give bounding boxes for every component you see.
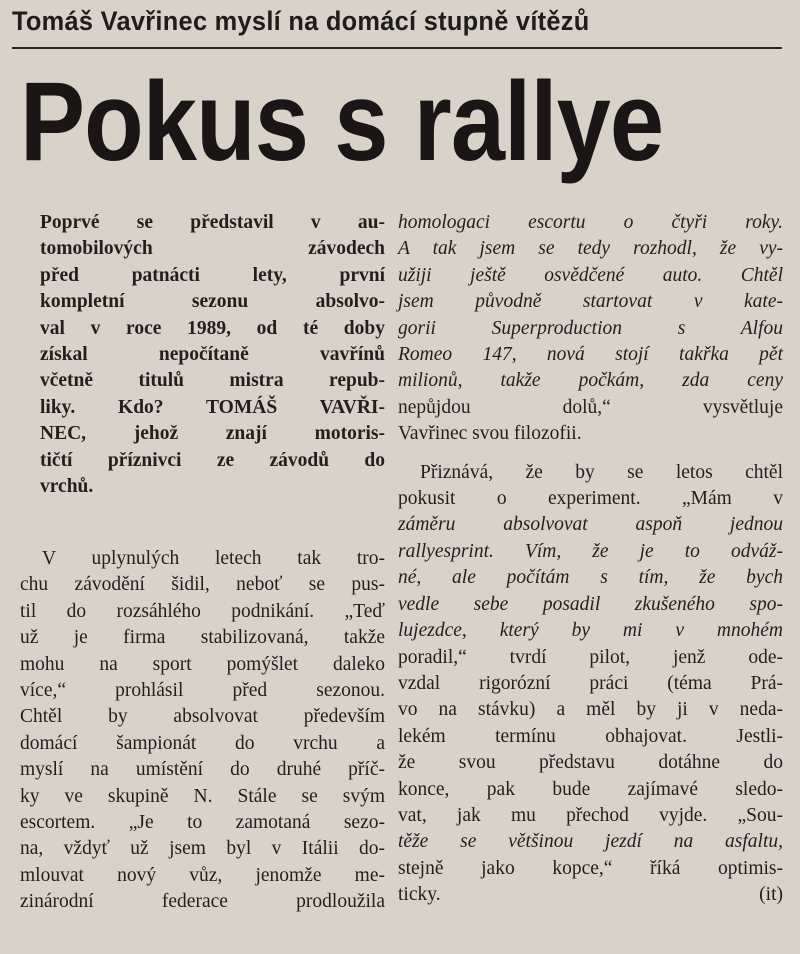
body-line: Vavřinec svou filozofii. (398, 423, 582, 445)
article-kicker: Tomáš Vavřinec myslí na domácí stupně vítězů (12, 6, 590, 36)
lead-line: tomobilových závodech (40, 238, 385, 260)
lead-line: tičtí příznivci ze závodů do (40, 449, 385, 471)
body-line: stejně jako kopce,“ říká optimis- (398, 857, 783, 879)
body-line: poradil,“ tvrdí pilot, jenž ode- (398, 646, 783, 668)
body-line: chu závodění šidil, neboť se pus- (20, 574, 385, 596)
body-line: ky ve skupině N. Stále se svým (20, 785, 385, 807)
body-line: mohu na sport pomýšlet daleko (20, 653, 385, 675)
article-headline: Pokus s rallye (20, 59, 664, 184)
lead-line: získal nepočítaně vavřínů (40, 344, 385, 366)
body-line: jsem původně startovat v kate- (398, 291, 783, 313)
body-line: mlouvat nový vůz, jenomže me- (20, 864, 385, 886)
body-line: vo na stávku) a měl by ji v neda- (398, 699, 783, 721)
body-line: vzdal rigorózní práci (téma Prá- (398, 672, 783, 694)
body-line: že svou představu dotáhne do (398, 752, 783, 774)
body-line: V uplynulých letech tak tro- (42, 548, 385, 569)
body-line: lekém termínu obhajovat. Jestli- (398, 725, 783, 747)
body-line: zinárodní federace prodloužila (20, 891, 385, 913)
lead-line: před patnácti lety, první (40, 264, 385, 286)
body-line: domácí šampionát do vrchu a (20, 732, 385, 754)
lead-line: liky. Kdo? TOMÁŠ VAVŘI- (40, 396, 385, 418)
body-line: lujezdce, který by mi v mnohém (398, 620, 783, 642)
body-line: nepůjdou dolů,“ vysvětluje (398, 396, 783, 418)
body-line: homologaci escortu o čtyři roky. (398, 212, 783, 233)
lead-paragraph (40, 210, 385, 500)
body-line: konce, pak bude zajímavé sledo- (398, 778, 783, 800)
body-column-left (20, 546, 385, 916)
lead-line: Poprvé se představil v au- (40, 212, 385, 233)
kicker-rule (12, 47, 782, 49)
body-line: rallyesprint. Vím, že je to odváž- (398, 540, 783, 562)
body-line: ticky. (it) (398, 882, 783, 908)
body-line: záměru absolvovat aspoň jednou (398, 514, 783, 536)
body-line: gorii Superproduction s Alfou (398, 317, 783, 339)
lead-line: vrchů. (40, 476, 94, 498)
lead-line: NEC, jehož znají motoris- (40, 423, 385, 445)
body-column-right (398, 210, 783, 909)
lead-line: včetně titulů mistra repub- (40, 370, 385, 392)
body-line: A tak jsem se tedy rozhodl, že vy- (398, 238, 783, 260)
lead-line: val v roce 1989, od té doby (40, 317, 385, 339)
body-line: milionů, takže počkám, zda ceny (398, 370, 783, 392)
body-line: Romeo 147, nová stojí takřka pět (398, 344, 783, 366)
body-line: pokusit o experiment. „Mám v (398, 488, 783, 510)
body-line: na, vždyť už jsem byl v Itálii do- (20, 838, 385, 860)
body-line: til do rozsáhlého podnikání. „Teď (20, 600, 385, 622)
lead-line: kompletní sezonu absolvo- (40, 291, 385, 313)
body-line: více,“ prohlásil před sezonou. (20, 680, 385, 702)
body-line: vat, jak mu přechod vyjde. „Sou- (398, 804, 783, 826)
body-line: Přiznává, že by se letos chtěl (420, 461, 783, 483)
body-line: escortem. „Je to zamotaná sezo- (20, 812, 385, 834)
body-line: užiji ještě osvědčené auto. Chtěl (398, 264, 783, 286)
body-line: Chtěl by absolvovat především (20, 706, 385, 728)
author-signature: (it) (759, 884, 783, 906)
body-line: né, ale počítám s tím, že bych (398, 567, 783, 589)
body-line: těže se většinou jezdí na asfaltu, (398, 831, 783, 853)
body-line: už je firma stabilizovaná, takže (20, 627, 385, 649)
body-line: myslí na umístění do druhé příč- (20, 759, 385, 781)
body-line: vedle sebe posadil zkušeného spo- (398, 593, 783, 615)
